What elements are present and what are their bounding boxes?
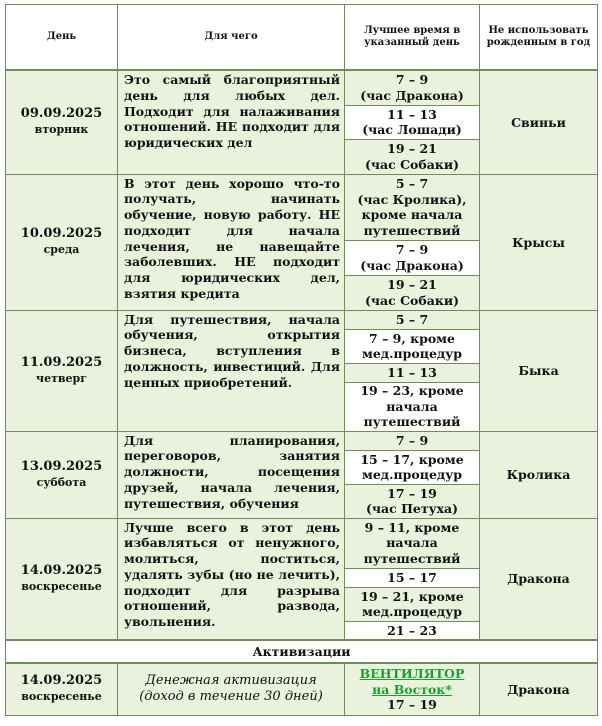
time-slot-line: 7 – 9: [395, 432, 429, 448]
not-use-cell: Свиньи: [480, 70, 598, 174]
header-best-time: Лучшее время в указанный день: [345, 5, 480, 71]
activation-day-cell: [6, 663, 118, 715]
day-row-slot: [6, 174, 598, 240]
activation-date: 14.09.2025: [20, 673, 103, 689]
time-slot-line: 21 – 23: [387, 622, 437, 638]
activations-title: Активизации: [6, 640, 598, 663]
day-date: 10.09.2025: [20, 226, 103, 241]
day-cell: [6, 518, 118, 640]
time-slot: [345, 275, 480, 310]
header-row: [6, 5, 598, 71]
time-slot: [345, 587, 480, 621]
time-slot: [345, 431, 480, 450]
not-use-cell: Быка: [480, 310, 598, 431]
time-slot: [345, 105, 480, 139]
time-slot-line: путешествий: [363, 550, 461, 566]
day-weekday: воскресенье: [21, 579, 102, 593]
time-slot: [345, 70, 480, 105]
day-weekday: среда: [43, 243, 80, 256]
not-use-cell: Кролика: [480, 431, 598, 518]
time-slot-line: 17 – 19: [387, 485, 437, 501]
day-weekday: четверг: [36, 371, 87, 385]
time-slot-line: начала: [386, 535, 438, 551]
activations-row: [6, 640, 598, 663]
activation-time: 17 – 19: [387, 697, 437, 712]
activation-desc-cell: [118, 663, 345, 715]
time-slot-line: (час Дракона): [360, 87, 464, 103]
calendar-table: [5, 4, 598, 716]
time-slot-line: (час Собаки): [364, 156, 460, 172]
time-slot-line: 7 – 9: [395, 72, 429, 88]
day-cell: [6, 431, 118, 518]
time-slot-line: путешествий: [363, 414, 461, 430]
time-slot: [345, 329, 480, 363]
activation-not-use: Дракона: [480, 663, 598, 715]
day-row-slot: [6, 431, 598, 450]
time-slot-line: мед.процедур: [362, 604, 462, 619]
day-cell: [6, 310, 118, 431]
not-use-cell: Крысы: [480, 174, 598, 310]
time-slot-line: 11 – 13: [387, 364, 437, 380]
time-slot-line: 7 – 9, кроме: [369, 330, 455, 346]
header-day: День: [6, 5, 118, 71]
time-slot: [345, 621, 480, 640]
time-slot-line: мед.процедур: [362, 346, 462, 361]
day-weekday: вторник: [34, 123, 89, 137]
time-slot-line: (час Кролика),: [357, 191, 467, 207]
time-slot-line: мед.процедур: [362, 467, 462, 482]
day-weekday: суббота: [36, 475, 87, 489]
day-cell: [6, 70, 118, 174]
time-slot-line: (час Петуха): [365, 501, 459, 516]
day-date: 13.09.2025: [20, 458, 103, 474]
day-row-slot: [6, 310, 598, 329]
time-slot: [345, 450, 480, 484]
time-slot-line: 19 – 21: [387, 277, 437, 292]
time-slot-line: (час Лошади): [362, 122, 462, 137]
not-use-cell: Дракона: [480, 518, 598, 640]
time-slot-line: 15 – 17, кроме: [360, 451, 464, 467]
activation-title: Денежная активизация: [145, 673, 317, 689]
time-slot-line: 11 – 13: [387, 106, 437, 122]
day-date: 11.09.2025: [20, 354, 103, 370]
time-slot: [345, 240, 480, 275]
time-slot-line: кроме начала: [361, 207, 463, 222]
header-purpose: Для чего: [118, 5, 345, 71]
time-slot-line: 19 – 21: [387, 141, 437, 156]
time-slot: [345, 310, 480, 329]
day-date: 09.09.2025: [20, 106, 103, 122]
time-slot-line: (час Собаки): [364, 292, 460, 308]
activation-action-line1[interactable]: ВЕНТИЛЯТОР: [359, 666, 465, 681]
activation-note: (доход в течение 30 дней): [139, 689, 323, 705]
time-slot: [345, 139, 480, 174]
day-description: Лучше всего в этот день избавляться от ненужного, молиться, поститься, удалять зубы (но не лечить), подходит для разрыва отношений, развода, увольнения.: [118, 518, 345, 640]
day-cell: [6, 174, 118, 310]
time-slot: [345, 568, 480, 587]
activation-action-line2[interactable]: на Восток*: [372, 681, 452, 697]
time-slot-line: 5 – 7: [395, 311, 429, 327]
day-row-slot: [6, 518, 598, 568]
time-slot-line: начала: [386, 398, 438, 414]
time-slot-line: 5 – 7: [395, 176, 429, 191]
day-description: Это самый благоприятный день для любых дел. Подходит для налаживания отношений. НЕ подходит для юридических дел: [118, 70, 345, 174]
time-slot-line: (час Дракона): [360, 257, 464, 273]
time-slot-line: 9 – 11, кроме: [364, 519, 460, 535]
time-slot-line: 15 – 17: [387, 569, 437, 585]
day-date: 14.09.2025: [20, 562, 103, 578]
time-slot-line: 19 – 21, кроме: [360, 588, 464, 604]
time-slot-line: 19 – 23, кроме: [360, 383, 464, 399]
header-not-use: Не использовать рожденным в год: [480, 5, 598, 71]
time-slot: [345, 518, 480, 568]
day-row-slot: [6, 70, 598, 105]
time-slot: [345, 484, 480, 518]
day-description: В этот день хорошо что-то получать, начинать обучение, новую работу. НЕ подходит для начала лечения, не навещайте заболевших. НЕ подходит для юридических дел, взятия кредита: [118, 174, 345, 310]
time-slot: [345, 363, 480, 382]
time-slot-line: путешествий: [363, 222, 461, 238]
days-body: [6, 70, 598, 640]
time-slot-line: 7 – 9: [395, 242, 429, 257]
time-slot: [345, 174, 480, 240]
activation-row: [6, 663, 598, 715]
day-description: Для путешествия, начала обучения, открытия бизнеса, вступления в должность, инвестиций. Для ценных приобретений.: [118, 310, 345, 431]
time-slot: [345, 382, 480, 431]
activation-time-cell: [345, 663, 480, 715]
day-description: Для планирования, переговоров, занятия должности, посещения друзей, начала лечения, путешествия, обучения: [118, 431, 345, 518]
activation-weekday: воскресенье: [21, 690, 102, 704]
